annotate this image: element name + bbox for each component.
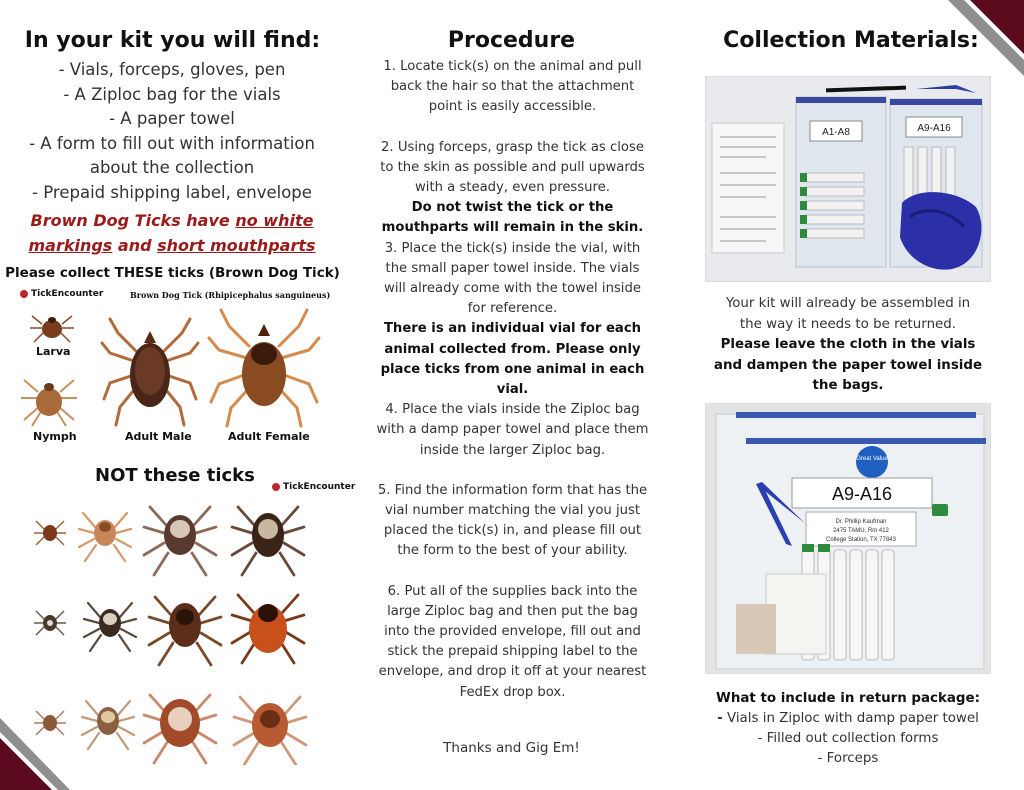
logo-text: TickEncounter: [283, 482, 356, 492]
assembled-instruction: Please leave the cloth in the vials and dampen the paper towel inside the bags.: [713, 337, 983, 393]
collect-heading: Please collect THESE ticks (Brown Dog Tick): [5, 265, 340, 281]
warning-emphasis-mouthparts: short mouthparts: [157, 236, 316, 255]
assembled-note: [713, 294, 983, 397]
collection-materials-title: Collection Materials:: [723, 28, 979, 53]
logo-text: TickEncounter: [31, 289, 104, 299]
procedure-step-2-warning: Do not twist the tick or the mouthparts will remain in the skin.: [381, 200, 644, 236]
larva-label: Larva: [36, 345, 71, 358]
brown-dog-tick-warning: [12, 208, 332, 258]
adult-female-tick-image: [205, 306, 323, 430]
return-item-bullet: -: [717, 711, 723, 726]
procedure-steps: [375, 57, 650, 703]
corner-decoration-top-right: [944, 0, 1024, 80]
species-label: Brown Dog Tick (Rhipicephalus sanguineus): [130, 290, 331, 300]
tickencounter-logo-small: [272, 482, 355, 492]
procedure-step-6: 6. Put all of the supplies back into the large Ziploc bag and then put the bag into the provided envelope, fill out and stick the prepaid shipping label to the envelope, and drop it off at your nearest FedEx drop box.: [378, 583, 647, 700]
bag-label-a1-a8: A1-A8: [822, 127, 850, 138]
assembled-bag-photo: [705, 403, 991, 674]
return-item-text: Vials in Ziploc with damp paper towel: [722, 711, 979, 726]
kit-item: - A Ziploc bag for the vials: [63, 84, 281, 104]
not-these-ticks-heading: NOT these ticks: [95, 465, 255, 486]
address-line-3: College Station, TX 77843: [826, 537, 896, 543]
collection-materials-column: [678, 0, 1024, 790]
brand-label: Great Value: [856, 456, 888, 462]
procedure-step-1: 1. Locate tick(s) on the animal and pull back the hair so that the attachment point is easily accessible.: [383, 59, 642, 115]
corner-decoration-bottom-left: [0, 710, 70, 790]
return-item: - Forceps: [817, 751, 879, 766]
address-line-2: 2475 TAMU, Rm 412: [833, 528, 889, 534]
logo-dot-icon: [20, 290, 28, 298]
procedure-step-5: 5. Find the information form that has the vial number matching the vial you just placed the tick(s) in, and please fill out the form to the best of your ability.: [377, 482, 648, 559]
nymph-label: Nymph: [33, 430, 77, 443]
kit-items-list: [12, 58, 332, 205]
kit-item: - Vials, forceps, gloves, pen: [58, 60, 286, 79]
procedure-step-2: 2. Using forceps, grasp the tick as close to the skin as possible and pull upwards with a steady, even pressure.: [380, 139, 645, 196]
logo-dot-icon: [272, 483, 280, 491]
nymph-tick-image: [18, 372, 80, 430]
procedure-step-4: 4. Place the vials inside the Ziploc bag with a damp paper towel and place them inside the larger Ziploc bag.: [376, 402, 649, 458]
procedure-title: Procedure: [447, 28, 576, 53]
kit-item: - A paper towel: [109, 109, 235, 128]
bag-label-a9-a16: A9-A16: [917, 123, 951, 134]
warning-text: and: [112, 236, 158, 255]
adult-male-label: Adult Male: [125, 430, 192, 443]
kit-item: - Prepaid shipping label, envelope: [32, 182, 312, 202]
return-item: - Filled out collection forms: [757, 731, 939, 746]
kit-contents-photo: [705, 76, 991, 282]
assembled-text: Your kit will already be assembled in the way it needs to be returned.: [725, 296, 971, 332]
procedure-step-3-note: There is an individual vial for each animal collected from. Please only place ticks from one animal in each vial.: [380, 321, 645, 398]
kit-contents-column: [0, 0, 356, 790]
procedure-column: [345, 0, 678, 790]
warning-emphasis-white-markings: no white markings: [28, 211, 314, 255]
kit-title: In your kit you will find:: [24, 28, 321, 53]
thanks-message: Thanks and Gig Em!: [443, 740, 580, 756]
return-package-heading: What to include in return package:: [716, 691, 980, 706]
adult-male-tick-image: [100, 313, 200, 431]
return-package-info: [698, 689, 998, 769]
address-line-1: Dr. Phillip Kaufman: [835, 519, 887, 525]
warning-text: Brown Dog Ticks have: [30, 211, 236, 230]
procedure-step-3: 3. Place the tick(s) inside the vial, with the small paper towel inside. The vials will already come with the towel inside for reference.: [384, 240, 641, 317]
larva-tick-image: [28, 310, 76, 346]
adult-female-label: Adult Female: [228, 430, 310, 443]
tickencounter-logo: [20, 289, 103, 299]
vial-range-label: A9-A16: [831, 484, 893, 504]
return-item: [698, 709, 998, 729]
kit-item: - A form to fill out with information about the collection: [29, 133, 315, 177]
